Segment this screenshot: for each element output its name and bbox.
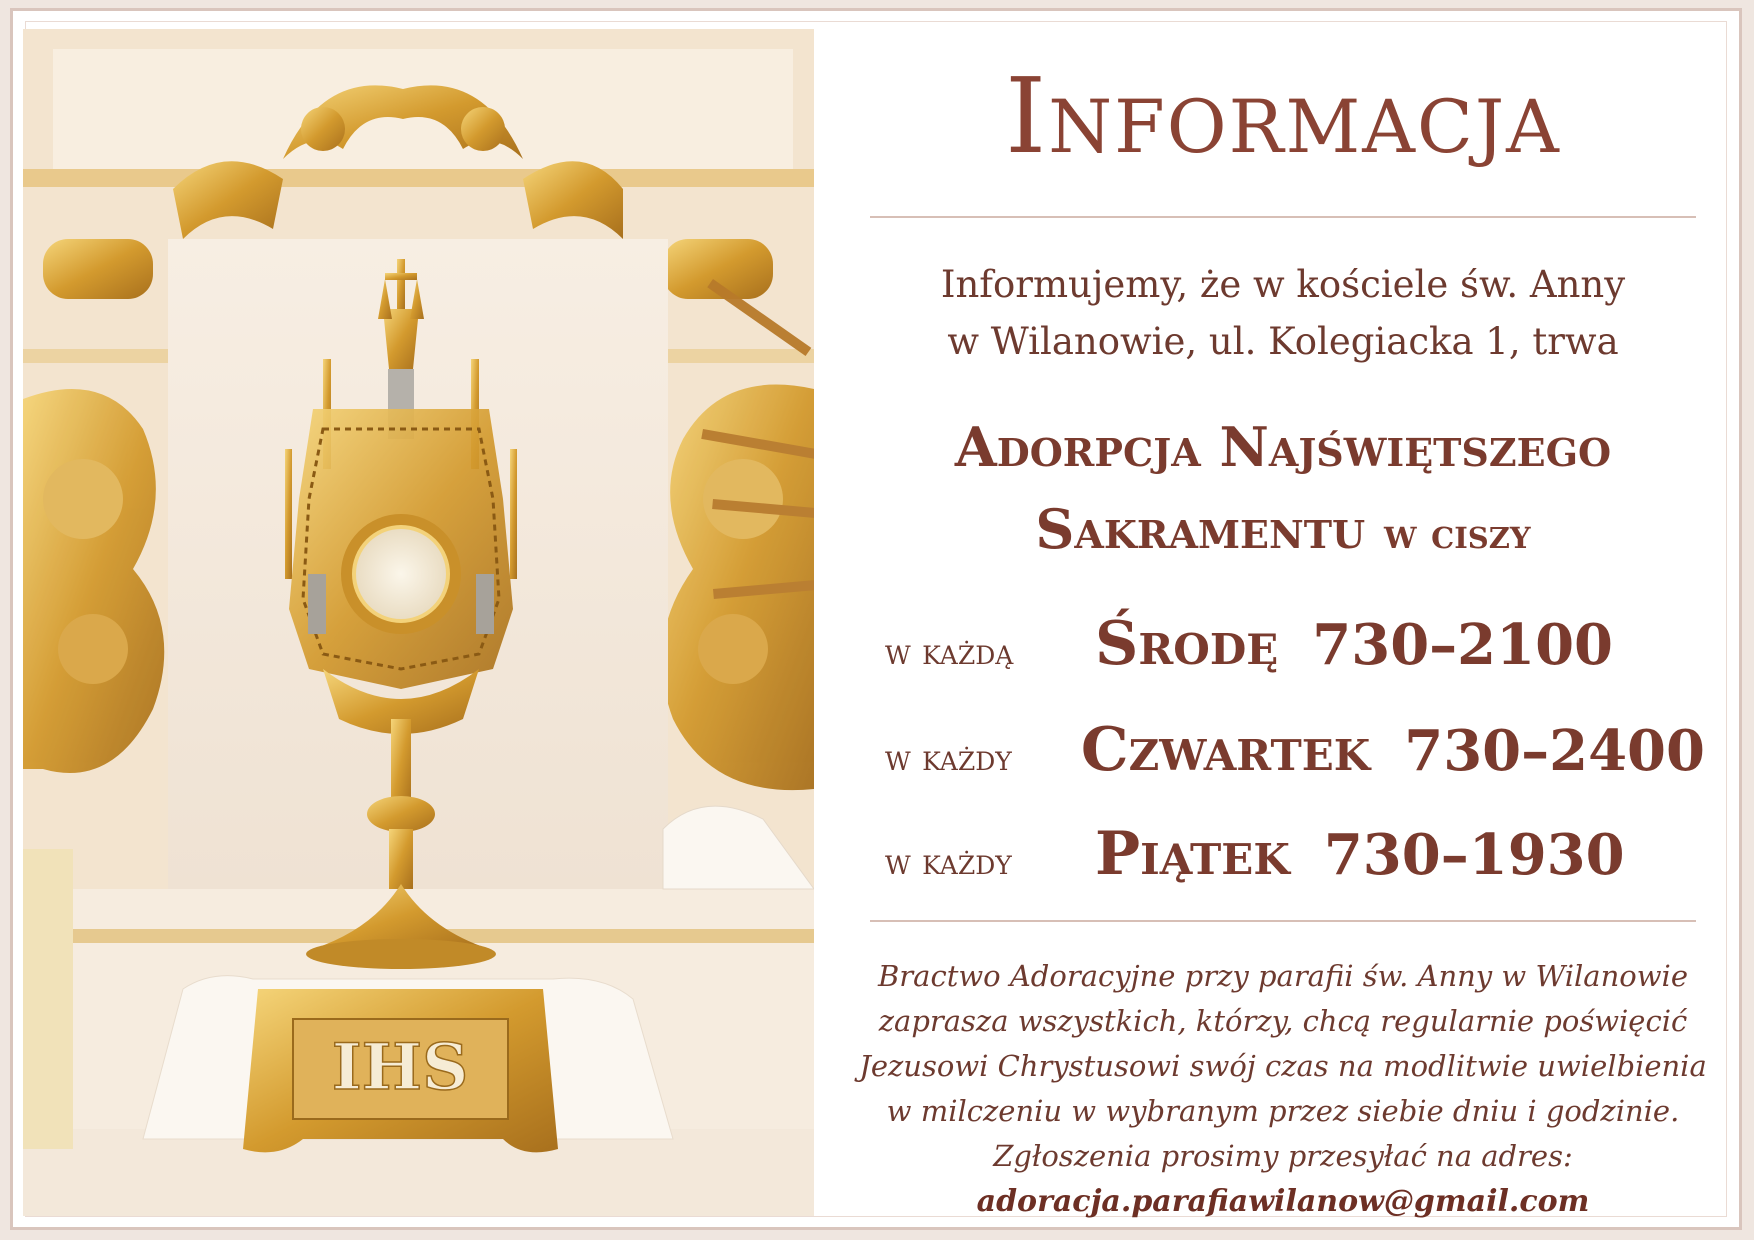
intro-line-2: w Wilanowie, ul. Kolegiacka 1, trwa: [947, 320, 1619, 363]
headline-line-1: Adorpcja Najświętszego: [954, 415, 1612, 479]
footer-line-3: Jezusowi Chrystusowi swój czas na modlitwie uwielbienia: [859, 1049, 1707, 1083]
schedule-day: Środę: [1095, 609, 1279, 679]
schedule-row-thursday: [885, 715, 1705, 785]
schedule-prefix: w każdy: [885, 842, 1012, 883]
schedule-time: 730–1930: [1323, 822, 1625, 888]
schedule-day: Piątek: [1095, 819, 1290, 889]
adoration-headline: [843, 406, 1723, 575]
intro-text: [843, 256, 1723, 370]
poster: [10, 8, 1742, 1230]
ihs-engraving: IHS: [331, 1030, 469, 1105]
footer-line-1: Bractwo Adoracyjne przy parafii św. Anny w Wilanowie: [878, 959, 1688, 993]
schedule-time: 730–2400: [1404, 718, 1705, 784]
headline-silence: w ciszy: [1383, 509, 1531, 558]
announcement-panel: [843, 11, 1723, 1233]
invitation-text: [843, 954, 1723, 1224]
contact-email[interactable]: adoracja.parafiawilanow@gmail.com: [976, 1184, 1590, 1219]
headline-sacrament: Sakramentu: [1035, 497, 1366, 561]
schedule-time: 730–2100: [1312, 612, 1614, 678]
monstrance-illustration: [23, 29, 814, 1216]
schedule-day: Czwartek: [1080, 715, 1371, 785]
footer-line-4: w milczeniu w wybranym przez siebie dniu i godzinie.: [886, 1094, 1680, 1128]
divider-top: [870, 216, 1696, 218]
schedule-row-wednesday: [885, 609, 1705, 679]
footer-line-5: Zgłoszenia prosimy przesyłać na adres:: [993, 1139, 1573, 1173]
schedule-prefix: w każdą: [885, 632, 1014, 673]
intro-line-1: Informujemy, że w kościele św. Anny: [940, 263, 1626, 306]
schedule-row-friday: [885, 819, 1705, 889]
page-title: Informacja: [1005, 55, 1561, 177]
monstrance-photo: [23, 29, 814, 1216]
footer-line-2: zaprasza wszystkich, którzy, chcą regularnie poświęcić: [878, 1004, 1688, 1038]
divider-bottom: [870, 920, 1696, 922]
monstrance-base: [243, 989, 558, 1152]
headline-line-2: [843, 488, 1723, 575]
schedule-prefix: w każdy: [885, 738, 1012, 779]
